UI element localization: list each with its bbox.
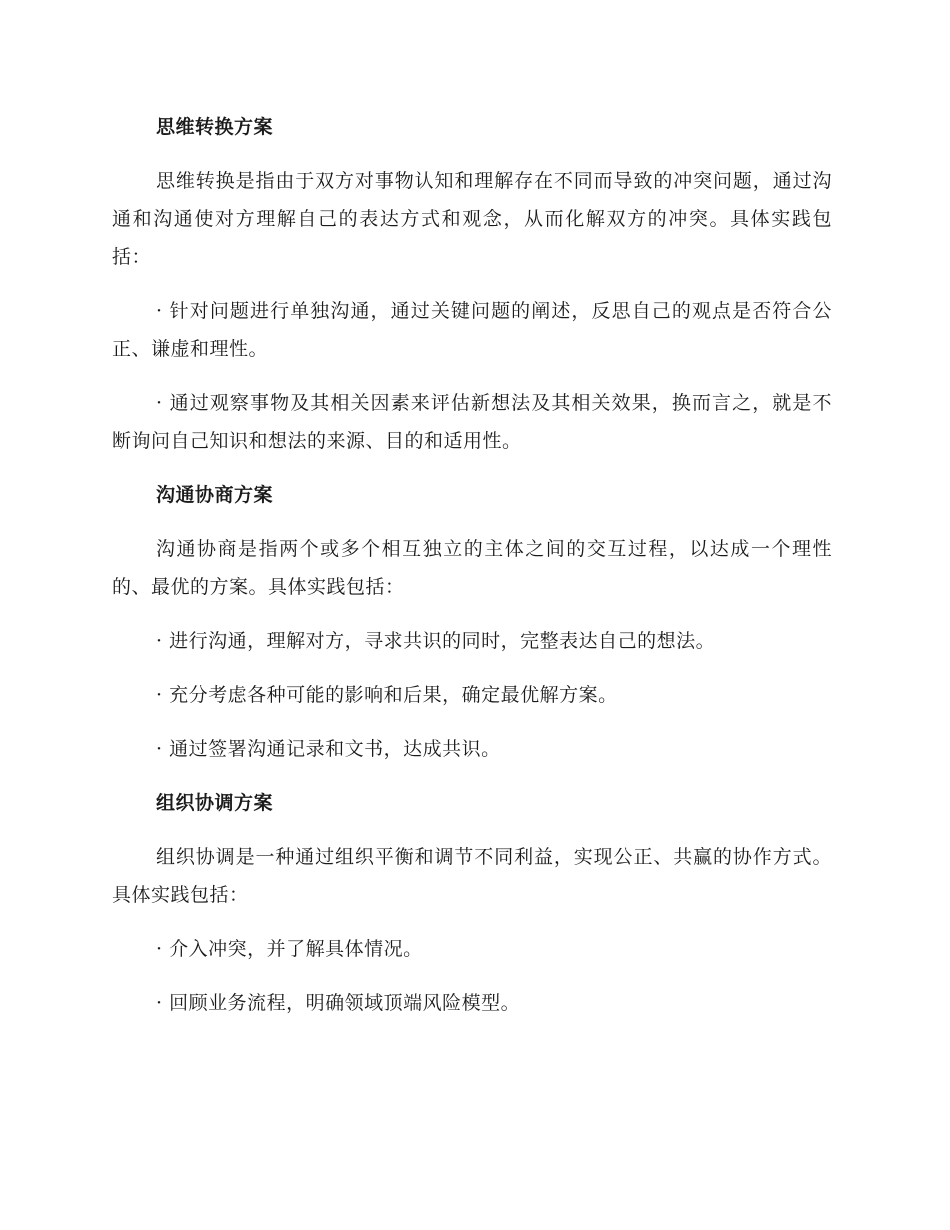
bullet-item: · 针对问题进行单独沟通，通过关键问题的阐述，反思自己的观点是否符合公正、谦虚和理性。 [112,300,832,360]
section-intro: 沟通协商是指两个或多个相互独立的主体之间的交互过程，以达成一个理性的、最优的方案。具体实践包括： [112,538,832,598]
bullet-item: · 充分考虑各种可能的影响和后果，确定最优解方案。 [156,684,618,706]
section-intro: 思维转换是指由于双方对事物认知和理解存在不同而导致的冲突问题，通过沟通和沟通使对方理解自己的表达方式和观念，从而化解双方的冲突。具体实践包括： [112,170,832,268]
bullet-item: · 介入冲突，并了解具体情况。 [156,938,423,960]
section-communication-negotiation [112,476,832,768]
document-page [112,108,832,1038]
section-intro: 组织协调是一种通过组织平衡和调节不同利益，实现公正、共赢的协作方式。具体实践包括： [112,846,832,906]
bullet-item: · 进行沟通，理解对方，寻求共识的同时，完整表达自己的想法。 [156,630,716,652]
section-heading: 思维转换方案 [156,116,274,138]
section-heading: 组织协调方案 [156,792,274,814]
bullet-item: · 回顾业务流程，明确领域顶端风险模型。 [156,992,521,1014]
bullet-item: · 通过观察事物及其相关因素来评估新想法及其相关效果，换而言之，就是不断询问自己知识和想法的来源、目的和适用性。 [112,392,832,452]
bullet-item: · 通过签署沟通记录和文书，达成共识。 [156,738,501,760]
section-thinking-transformation [112,108,832,460]
section-organizational-coordination [112,784,832,1022]
section-heading: 沟通协商方案 [156,484,274,506]
